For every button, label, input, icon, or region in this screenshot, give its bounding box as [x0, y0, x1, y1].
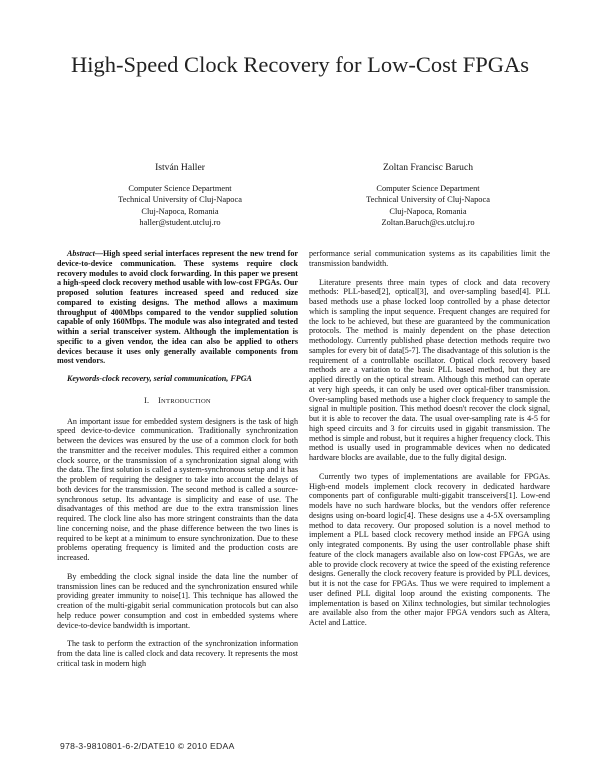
author-department: Computer Science Department: [128, 183, 232, 193]
author-university: Technical University of Cluj-Napoca: [118, 195, 242, 205]
author-email: haller@student.utcluj.ro: [139, 218, 221, 228]
section-number: I.: [144, 395, 150, 405]
author-block-2: [318, 162, 538, 229]
author-email: Zoltan.Baruch@cs.utcluj.ro: [381, 218, 475, 228]
abstract: [57, 249, 298, 366]
paragraph: performance serial communication systems as its capabilities limit the transmission bandwidth.: [309, 249, 550, 268]
paragraph: The task to perform the extraction of the synchronization information from the data line is called clock and data recovery. It represents the most critical task in modern high: [57, 639, 298, 668]
paragraph: Currently two types of implementations are available for FPGAs. High-end models implement clock recovery in dedicated hardware components part of configurable multi-gigabit transceivers[1]. Low-end models have no such hardware blocks, but the vendors offer reference designs using on-board logic[4]. These designs use a 4-5X oversampling method to data recovery. Our proposed solution is a novel method to implement a PLL based clock recovery method inside an FPGA using only integrated components. By using the user controllable phase shift feature of the clock managers available also on low-cost FPGAs, we are able to provide clock recovery at twice the speed of the existing reference designs. Generally the clock recovery feature is provided by PLL devices, but it is not the case for FPGAs. Thus we were required to implement a user defined PLL digital loop around the existing components. The implementation is based on Xilinx technologies, but similar technologies are available also from the other major FPGA vendors such as Altera, Actel and Lattice.: [309, 471, 550, 627]
section-title-rest: NTRODUCTION: [161, 397, 211, 405]
author-department: Computer Science Department: [376, 183, 480, 193]
paragraph: An important issue for embedded system designers is the task of high speed device-to-device communication. Traditionally synchronization between the devices was ensured by the use of a common clock for both the transmitter and the receiver modules. This required either a common clock source, or the transmission of a synchronization signal along with the data. The first solution is called a system-synchronous setup and it has the problem of requiring the designer to take into account the delays of both devices for the transmission. The second method is called a source-synchronous setup. Its advantage is simplicity and ease of use. The disadvantages of this method are due to the extra transmission lines required. The clock line also has more stringent constraints than the data line concerning noise, and the phase difference between the two lines is required to be kept at a minimum to ensure synchronization. Due to these problems operating frequency is limited and the production costs are increased.: [57, 416, 298, 562]
keywords: Keywords-clock recovery, serial communication, FPGA: [67, 374, 252, 383]
author-name: István Haller: [155, 162, 205, 173]
right-column: [309, 249, 550, 637]
section-title-first: I: [158, 395, 162, 405]
author-city: Cluj-Napoca, Romania: [389, 206, 467, 216]
paragraph: By embedding the clock signal inside the data line the number of transmission lines can be reduced and the synchronization ensured while providing greater immunity to noise[1]. This technique has allowed the creation of the multi-gigabit serial communication protocols but can also help reduce power consumption and cost in embedded systems where device-to-device bandwidth is important.: [57, 571, 298, 630]
copyright-footer: 978-3-9810801-6-2/DATE10 © 2010 EDAA: [60, 741, 235, 751]
abstract-text: —High speed serial interfaces represent the new trend for device-to-device communication. These systems require clock recovery modules to avoid clock forwarding. In this paper we present a high-speed clock recovery method usable with low-cost FPGAs. Our proposed solution features increased speed and reduced size compared to existing designs. The method allows a maximum throughput of 400Mbps compared to the vendor supplied solution capable of only 160Mbps. The module was also integrated and tested within a serial transceiver system. Although the implementation is specific to a given vendor, the idea can also be applied to others devices because it uses only generally available components from most vendors.: [57, 249, 298, 366]
author-city: Cluj-Napoca, Romania: [141, 206, 219, 216]
paragraph: Literature presents three main types of clock and data recovery methods: PLL-based[2], optical[3], and over-sampling based[4]. PLL based methods use a phase locked loop controlled by a phase detector which is sampling the input sequence. Frequent changes are required for the lock to be achieved, but these are guaranteed by the communication protocols. The method is mainly dependent on the phase detection methodology. Currently published phase detection methods require two samples for every bit of data[5-7]. The disadvantage of this solution is the requirement of a controllable oscillator. Optical clock recovery based methods are a variation to the basic PLL based method, but they are applied directly on the optical stream. Although this method can operate at very high speeds, it can only be used over optical-fiber transmission. Over-sampling based methods use a higher clock frequency to sample the signal in multiple position. This method doesn't recover the clock signal, but it is able to recover the data. The usual over-sampling rate is 4-5 for high speed circuits and 3 for circuits used in gigabit transmission. The method is simple and robust, but it requires a higher frequency clock. This method is usually used in programmable devices when no dedicated hardware blocks are available, due to the fully digital design.: [309, 277, 550, 462]
author-university: Technical University of Cluj-Napoca: [366, 195, 490, 205]
section-heading: [57, 396, 298, 407]
left-column: [57, 249, 298, 678]
abstract-label: Abstract: [67, 249, 95, 258]
author-block-1: [70, 162, 290, 229]
paper-title: High-Speed Clock Recovery for Low-Cost FPGAs: [70, 52, 530, 77]
author-name: Zoltan Francisc Baruch: [382, 162, 474, 173]
